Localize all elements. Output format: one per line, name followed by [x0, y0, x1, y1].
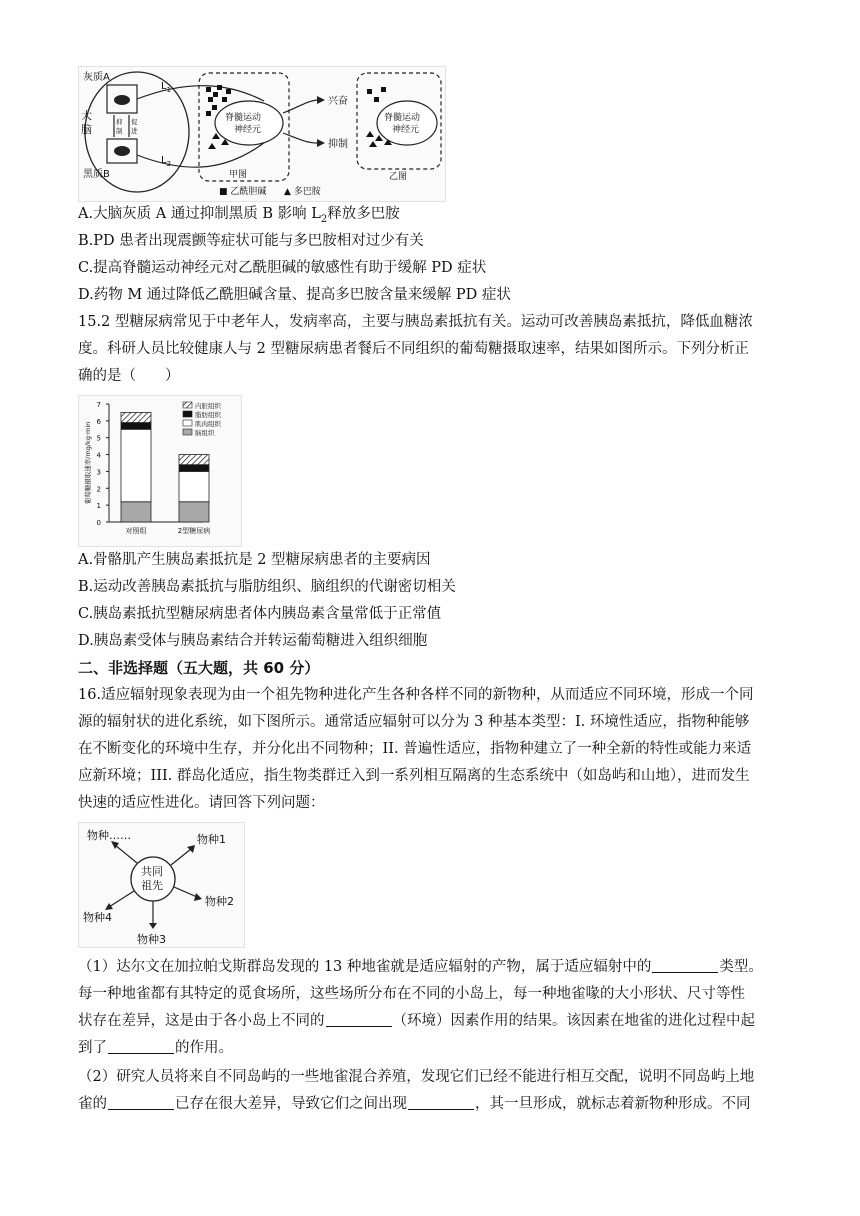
- species-3-label: 物种3: [137, 933, 166, 946]
- neuron-a-label-1: 脊髓运动: [225, 113, 262, 123]
- answer-blank-3[interactable]: [108, 1039, 174, 1054]
- glucose-uptake-chart-svg: [79, 396, 241, 546]
- promote-label-1: 促: [131, 118, 138, 126]
- q16-1-line-2: 每一种地雀都有其特定的觅食场所，这些场所分布在不同的小岛上，每一种地雀喙的大小形状、尺寸等性: [78, 986, 745, 1002]
- q15-option-a: A.骨骼肌产生胰岛素抵抗是 2 型糖尿病患者的主要病因: [78, 552, 431, 568]
- q15-stem-line-3: 确的是（ ）: [78, 368, 180, 384]
- y-tick-label: 7: [96, 401, 101, 409]
- answer-blank-4[interactable]: [108, 1095, 174, 1110]
- q15-stem-line-1: 15.2 型糖尿病常见于中老年人，发病率高，主要与胰岛素抵抗有关。运动可改善胰岛素抵抗，降低血糖浓: [78, 314, 753, 330]
- gray-matter-label: 灰质A: [83, 72, 110, 83]
- species-4-label: 物种4: [83, 911, 112, 924]
- caption-b: 乙图: [389, 172, 408, 182]
- bar-segment: [179, 471, 209, 501]
- inhibit-label-2: 制: [116, 127, 123, 135]
- section-title: 二、非选择题（五大题，共 60 分）: [78, 659, 320, 677]
- q16-2-line-2: 雀的 已存在很大差异，导致它们之间出现 ，其一旦形成，就标志着新物种形成。不同: [78, 1096, 751, 1112]
- adaptive-radiation-diagram: [78, 822, 245, 948]
- neuron-a-label-2: 神经元: [234, 125, 262, 135]
- q15-option-b: B.运动改善胰岛素抵抗与脂肪组织、脑组织的代谢密切相关: [78, 579, 456, 595]
- caption-a: 甲图: [229, 170, 248, 180]
- answer-blank-1[interactable]: [652, 958, 718, 973]
- ancestor-label-2: 祖先: [141, 879, 163, 892]
- legend-swatch: [183, 411, 192, 417]
- legend-label: 肌肉组织: [195, 420, 221, 428]
- neuron-b-label-1: 脊髓运动: [384, 113, 421, 123]
- brain-label-2: 脑: [81, 123, 92, 136]
- y-tick-label: 2: [96, 485, 101, 494]
- bar-segment: [179, 502, 209, 522]
- q16-1-line-3: 状存在差异，这是由于各小岛上不同的 （环境）因素作用的结果。该因素在地雀的进化过程中起: [78, 1013, 755, 1029]
- legend-label: 内脏组织: [195, 402, 221, 410]
- bar-segment: [179, 465, 209, 472]
- q16-stem-line-3: 在不断变化的环境中生存，并分化出不同物种；II. 普遍性适应，指物种建立了一种全新的特性或能力来适: [78, 741, 752, 757]
- adaptive-radiation-svg: [79, 823, 244, 947]
- legend-swatch: [183, 429, 192, 435]
- legend-label: 脂肪组织: [195, 411, 221, 419]
- species-1-label: 物种1: [197, 833, 226, 846]
- neuron-diagram-svg: [79, 67, 445, 201]
- glucose-uptake-chart: [78, 395, 242, 547]
- inhibit-label-1: 抑: [116, 118, 123, 126]
- neuron-diagram: [78, 66, 446, 202]
- bar-segment: [121, 502, 151, 522]
- bar-segment: [121, 412, 151, 422]
- q16-1-line-4: 到了 的作用。: [78, 1040, 233, 1056]
- l1-label: $L_1$: [161, 81, 172, 94]
- legend-swatch: [183, 402, 192, 408]
- bar-segment: [179, 455, 209, 465]
- q16-stem-line-2: 源的辐射状的进化系统，如下图所示。通常适应辐射可以分为 3 种基本类型：I. 环境性适应，指物种能够: [78, 714, 750, 730]
- q16-stem-line-5: 快速的适应性进化。请回答下列问题：: [78, 795, 325, 811]
- y-tick-label: 1: [96, 502, 101, 511]
- species-2-label: 物种2: [205, 895, 234, 908]
- q16-1-line-1: （1）达尔文在加拉帕戈斯群岛发现的 13 种地雀就是适应辐射的产物，属于适应辐射中的 类型。: [78, 959, 763, 975]
- legend-swatch: [183, 420, 192, 426]
- inhibit-output-label: 抑制: [328, 139, 348, 150]
- y-tick-label: 0: [96, 519, 101, 527]
- y-axis-label: 葡萄糖摄取速率/mg/kg·min: [84, 421, 92, 505]
- excite-label: 兴奋: [328, 96, 348, 107]
- l2-label: $L_2$: [161, 155, 172, 168]
- answer-blank-5[interactable]: [408, 1095, 474, 1110]
- legend-ach: ■ 乙酰胆碱: [219, 187, 267, 197]
- x-category-label: 对照组: [125, 527, 147, 535]
- q15-option-c: C.胰岛素抵抗型糖尿病患者体内胰岛素含量常低于正常值: [78, 606, 442, 622]
- y-tick-label: 6: [96, 417, 101, 426]
- q16-2-line-1: （2）研究人员将来自不同岛屿的一些地雀混合养殖，发现它们已经不能进行相互交配，说明不同岛屿上地: [78, 1069, 755, 1085]
- q16-stem-line-4: 应新环境；III. 群岛化适应，指生物类群迁入到一系列相互隔离的生态系统中（如岛屿和山地），进而发生: [78, 768, 750, 784]
- q15-stem-line-2: 度。科研人员比较健康人与 2 型糖尿病患者餐后不同组织的葡萄糖摄取速率，结果如图所示。下列分析正: [78, 341, 749, 357]
- substantia-nigra-label: 黑质B: [83, 169, 110, 180]
- neuron-b-label-2: 神经元: [392, 125, 420, 135]
- legend-da: ▲ 多巴胺: [284, 187, 321, 197]
- brain-label-1: 大: [81, 109, 92, 122]
- promote-label-2: 进: [131, 127, 138, 135]
- bar-segment: [121, 429, 151, 501]
- y-tick-label: 4: [96, 451, 101, 460]
- q16-stem-line-1: 16.适应辐射现象表现为由一个祖先物种进化产生各种各样不同的新物种，从而适应不同环境，形成一个同: [78, 687, 754, 703]
- q14-option-b: B.PD 患者出现震颤等症状可能与多巴胺相对过少有关: [78, 233, 424, 249]
- legend-label: 脑组织: [195, 429, 215, 437]
- x-category-label: 2型糖尿病: [177, 527, 211, 535]
- species-etc-label: 物种……: [87, 829, 131, 842]
- q15-option-d: D.胰岛素受体与胰岛素结合并转运葡萄糖进入组织细胞: [78, 633, 428, 649]
- bar-segment: [121, 423, 151, 430]
- y-tick-label: 3: [96, 468, 101, 477]
- q14-option-d: D.药物 M 通过降低乙酰胆碱含量、提高多巴胺含量来缓解 PD 症状: [78, 287, 511, 303]
- q14-option-c: C.提高脊髓运动神经元对乙酰胆碱的敏感性有助于缓解 PD 症状: [78, 260, 487, 276]
- q14-option-a: A.大脑灰质 A 通过抑制黑质 B 影响 $L_2$释放多巴胺: [78, 206, 400, 225]
- answer-blank-2[interactable]: [326, 1012, 392, 1027]
- y-tick-label: 5: [96, 434, 101, 443]
- ancestor-label-1: 共同: [141, 865, 163, 878]
